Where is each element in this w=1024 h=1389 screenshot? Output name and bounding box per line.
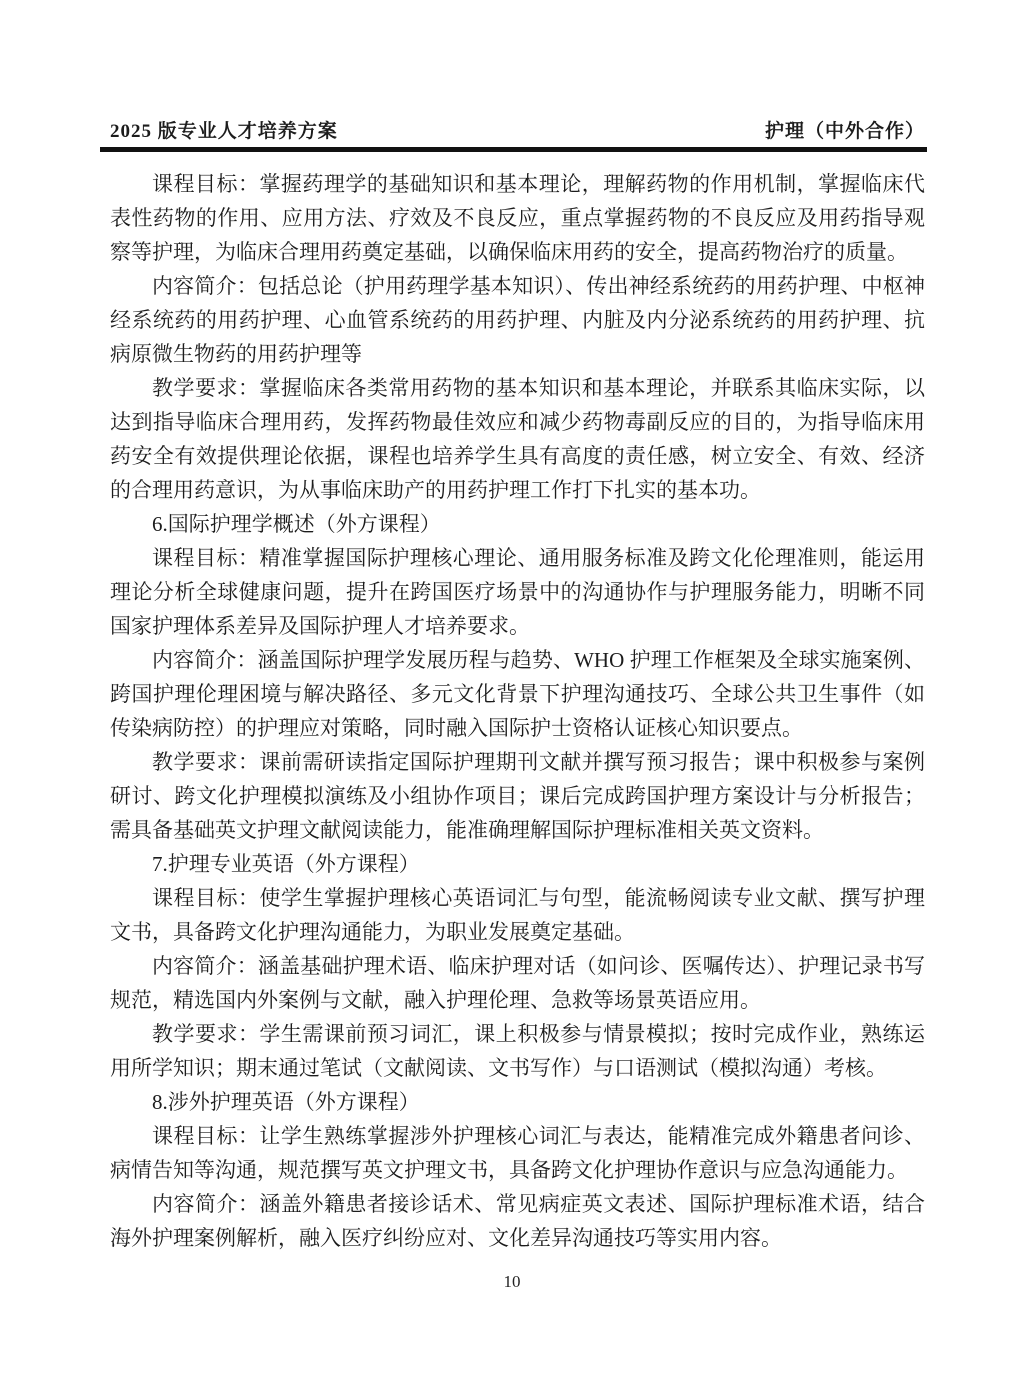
paragraph-content-intro-international-nursing: 内容简介：涵盖国际护理学发展历程与趋势、WHO 护理工作框架及全球实施案例、跨国护理伦理困境与解决路径、多元文化背景下护理沟通技巧、全球公共卫生事件（如传染病防控）的护理应对策略，同时融入国际护士资格认证核心知识要点。 — [110, 648, 925, 740]
paragraph-teaching-requirements-nursing-english: 教学要求：学生需课前预习词汇，课上积极参与情景模拟；按时完成作业，熟练运用所学知识；期末通过笔试（文献阅读、文书写作）与口语测试（模拟沟通）考核。 — [110, 1022, 925, 1080]
page-header — [110, 116, 925, 143]
page-number: 10 — [503, 1272, 521, 1291]
heading-course-8-foreign-related-nursing-english: 8.涉外护理英语（外方课程） — [152, 1090, 420, 1114]
paragraph-teaching-requirements-pharmacology: 教学要求：掌握临床各类常用药物的基本知识和基本理论，并联系其临床实际，以达到指导临床合理用药，发挥药物最佳效应和减少药物毒副反应的目的，为指导临床用药安全有效提供理论依据，课程也培养学生具有高度的责任感，树立安全、有效、经济的合理用药意识，为从事临床助产的用药护理工作打下扎实的基本功。 — [110, 376, 925, 502]
paragraph-course-goal-nursing-english: 课程目标：使学生掌握护理核心英语词汇与句型，能流畅阅读专业文献、撰写护理文书，具备跨文化护理沟通能力，为职业发展奠定基础。 — [110, 886, 925, 944]
header-right-title: 护理（中外合作） — [764, 121, 925, 142]
paragraph-content-intro-foreign-related-nursing-english: 内容简介：涵盖外籍患者接诊话术、常见病症英文表述、国际护理标准术语，结合海外护理案例解析，融入医疗纠纷应对、文化差异沟通技巧等实用内容。 — [110, 1192, 925, 1250]
paragraph-course-goal-pharmacology: 课程目标：掌握药理学的基础知识和基本理论，理解药物的作用机制，掌握临床代表性药物的作用、应用方法、疗效及不良反应，重点掌握药物的不良反应及用药指导观察等护理，为临床合理用药奠定基础，以确保临床用药的安全，提高药物治疗的质量。 — [110, 172, 925, 264]
paragraph-teaching-requirements-international-nursing: 教学要求：课前需研读指定国际护理期刊文献并撰写预习报告；课中积极参与案例研讨、跨文化护理模拟演练及小组协作项目；课后完成跨国护理方案设计与分析报告；需具备基础英文护理文献阅读能力，能准确理解国际护理标准相关英文资料。 — [110, 750, 925, 842]
heading-course-7-nursing-english: 7.护理专业英语（外方课程） — [152, 852, 420, 876]
document-body — [110, 167, 925, 1255]
paragraph-course-goal-foreign-related-nursing-english: 课程目标：让学生熟练掌握涉外护理核心词汇与表达，能精准完成外籍患者问诊、病情告知等沟通，规范撰写英文护理文书，具备跨文化护理协作意识与应急沟通能力。 — [110, 1124, 925, 1182]
paragraph-content-intro-pharmacology: 内容简介：包括总论（护用药理学基本知识）、传出神经系统药的用药护理、中枢神经系统药的用药护理、心血管系统药的用药护理、内脏及内分泌系统药的用药护理、抗病原微生物药的用药护理等 — [110, 274, 925, 366]
paragraph-content-intro-nursing-english: 内容简介：涵盖基础护理术语、临床护理对话（如问诊、医嘱传达）、护理记录书写规范，精选国内外案例与文献，融入护理伦理、急救等场景英语应用。 — [110, 954, 925, 1012]
heading-course-6-international-nursing: 6.国际护理学概述（外方课程） — [152, 512, 441, 536]
header-left-title: 2025 版专业人才培养方案 — [110, 121, 338, 142]
page-footer — [0, 1272, 1024, 1292]
paragraph-course-goal-international-nursing: 课程目标：精准掌握国际护理核心理论、通用服务标准及跨文化伦理准则，能运用理论分析全球健康问题，提升在跨国医疗场景中的沟通协作与护理服务能力，明晰不同国家护理体系差异及国际护理人才培养要求。 — [110, 546, 925, 638]
header-double-rule — [100, 147, 927, 152]
